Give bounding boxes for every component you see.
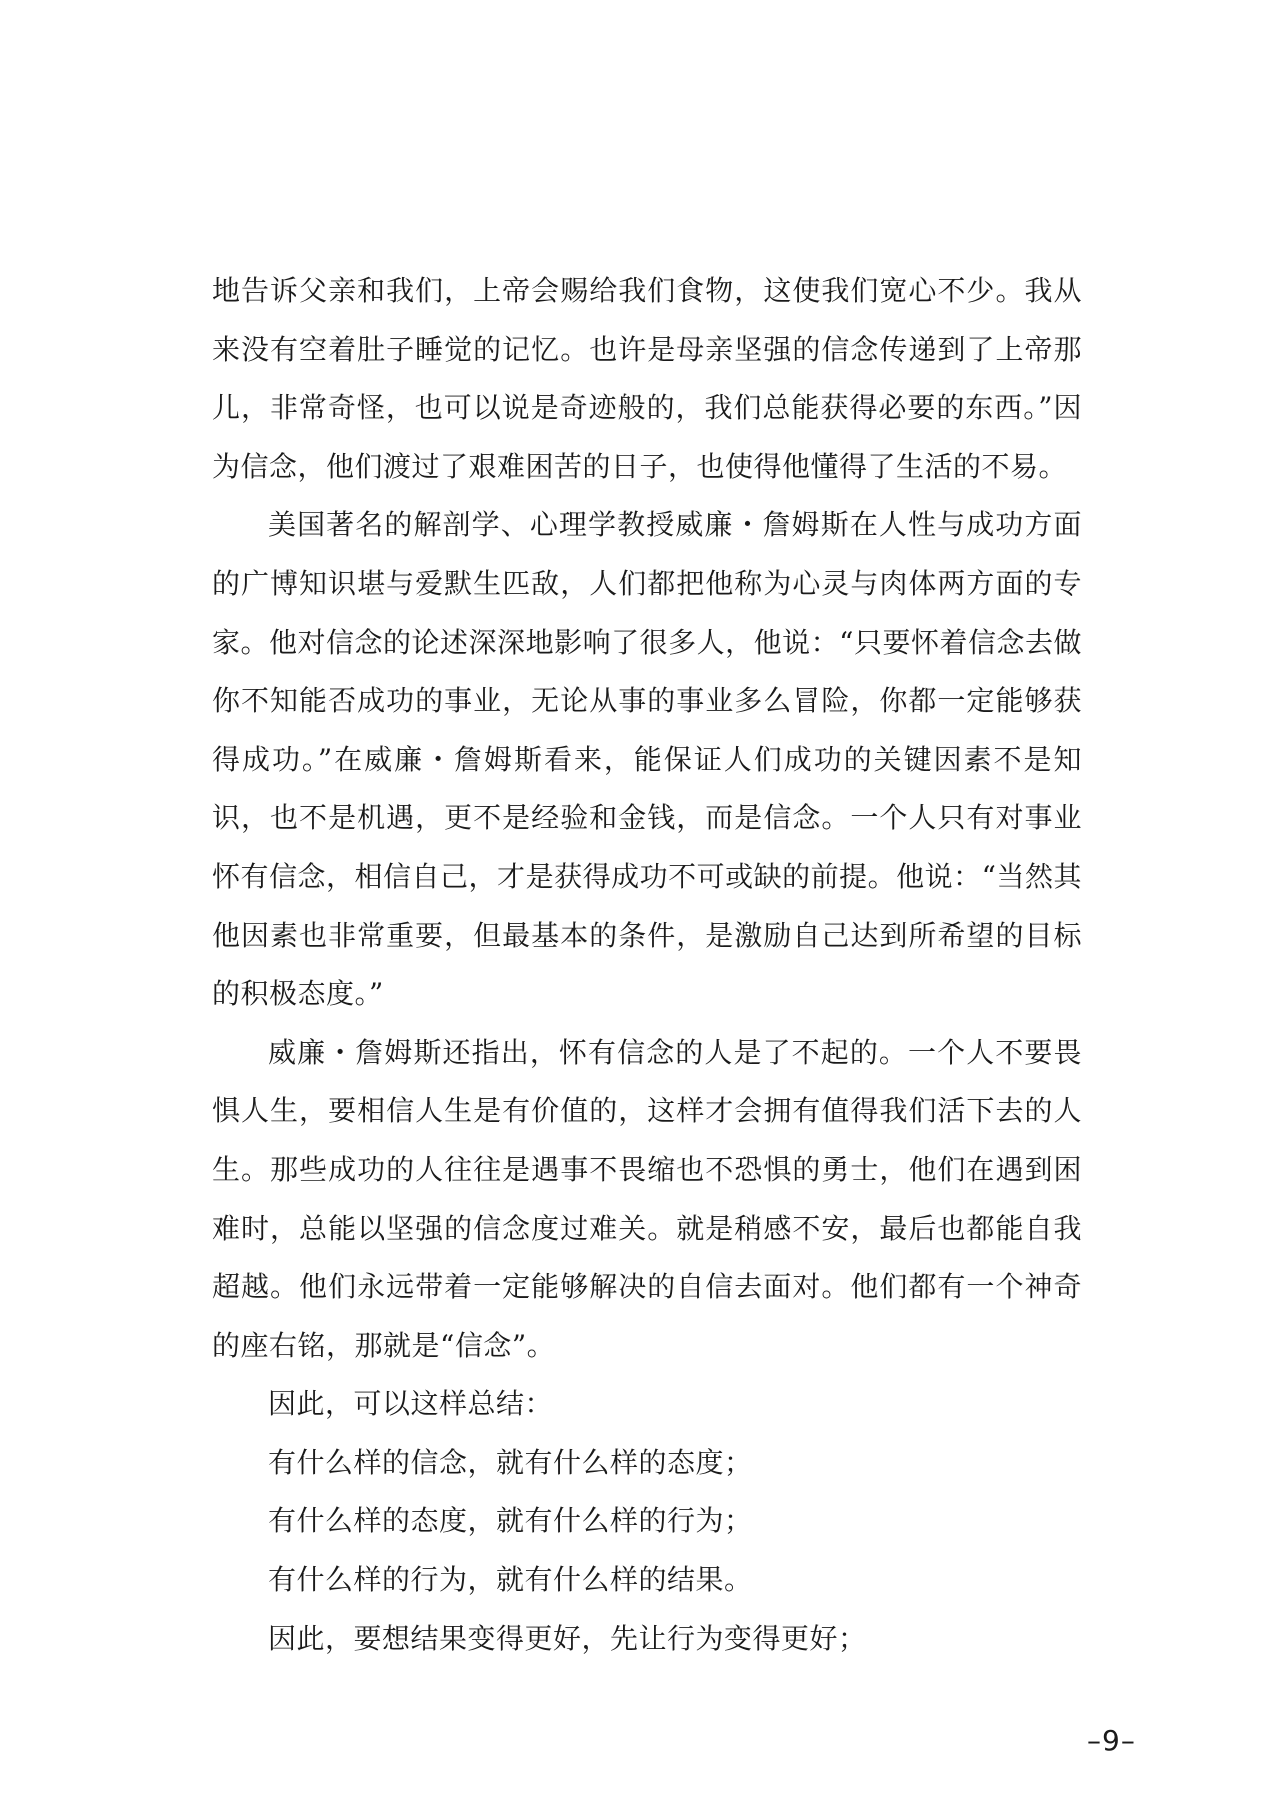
paragraph-summary-line-2: 有什么样的态度，就有什么样的行为； <box>268 1504 753 1538</box>
paragraph-william-james-belief: 威廉・詹姆斯还指出，怀有信念的人是了不起的。一个人不要畏惧人生，要相信人生是有价值的，这样才会拥有值得我们活下去的人生。那些成功的人往往是遇事不畏缩也不恐惧的勇士，他们在遇到困难时，总能以坚强的信念度过难关。就是稍感不安，最后也都能自我超越。他们永远带着一定能够解决的自信去面对。他们都有一个神奇的座右铭，那就是“信念”。 <box>212 1035 1082 1362</box>
paragraph-conclusion: 因此，要想结果变得更好，先让行为变得更好； <box>268 1621 867 1655</box>
paragraph-summary-line-3: 有什么样的行为，就有什么样的结果。 <box>268 1563 753 1597</box>
paragraph-continuation: 地告诉父亲和我们，上帝会赐给我们食物，这使我们宽心不少。我从来没有空着肚子睡觉的记忆。也许是母亲坚强的信念传递到了上帝那儿，非常奇怪，也可以说是奇迹般的，我们总能获得必要的东西。”因为信念，他们渡过了艰难困苦的日子，也使得他懂得了生活的不易。 <box>212 274 1082 483</box>
paragraph-summary-line-1: 有什么样的信念，就有什么样的态度； <box>268 1445 753 1479</box>
paragraph-william-james-intro: 美国著名的解剖学、心理学教授威廉・詹姆斯在人性与成功方面的广博知识堪与爱默生匹敌，人们都把他称为心灵与肉体两方面的专家。他对信念的论述深深地影响了很多人，他说：“只要怀着信念去做你不知能否成功的事业，无论从事的事业多么冒险，你都一定能够获得成功。”在威廉・詹姆斯看来，能保证人们成功的关键因素不是知识，也不是机遇，更不是经验和金钱，而是信念。一个人只有对事业怀有信念，相信自己，才是获得成功不可或缺的前提。他说：“当然其他因素也非常重要，但最基本的条件，是激励自己达到所希望的目标的积极态度。” <box>212 508 1082 1011</box>
paragraph-summary-lead: 因此，可以这样总结： <box>268 1387 554 1421</box>
page-number: –9– <box>1087 1724 1136 1757</box>
body-text <box>212 262 1082 1668</box>
